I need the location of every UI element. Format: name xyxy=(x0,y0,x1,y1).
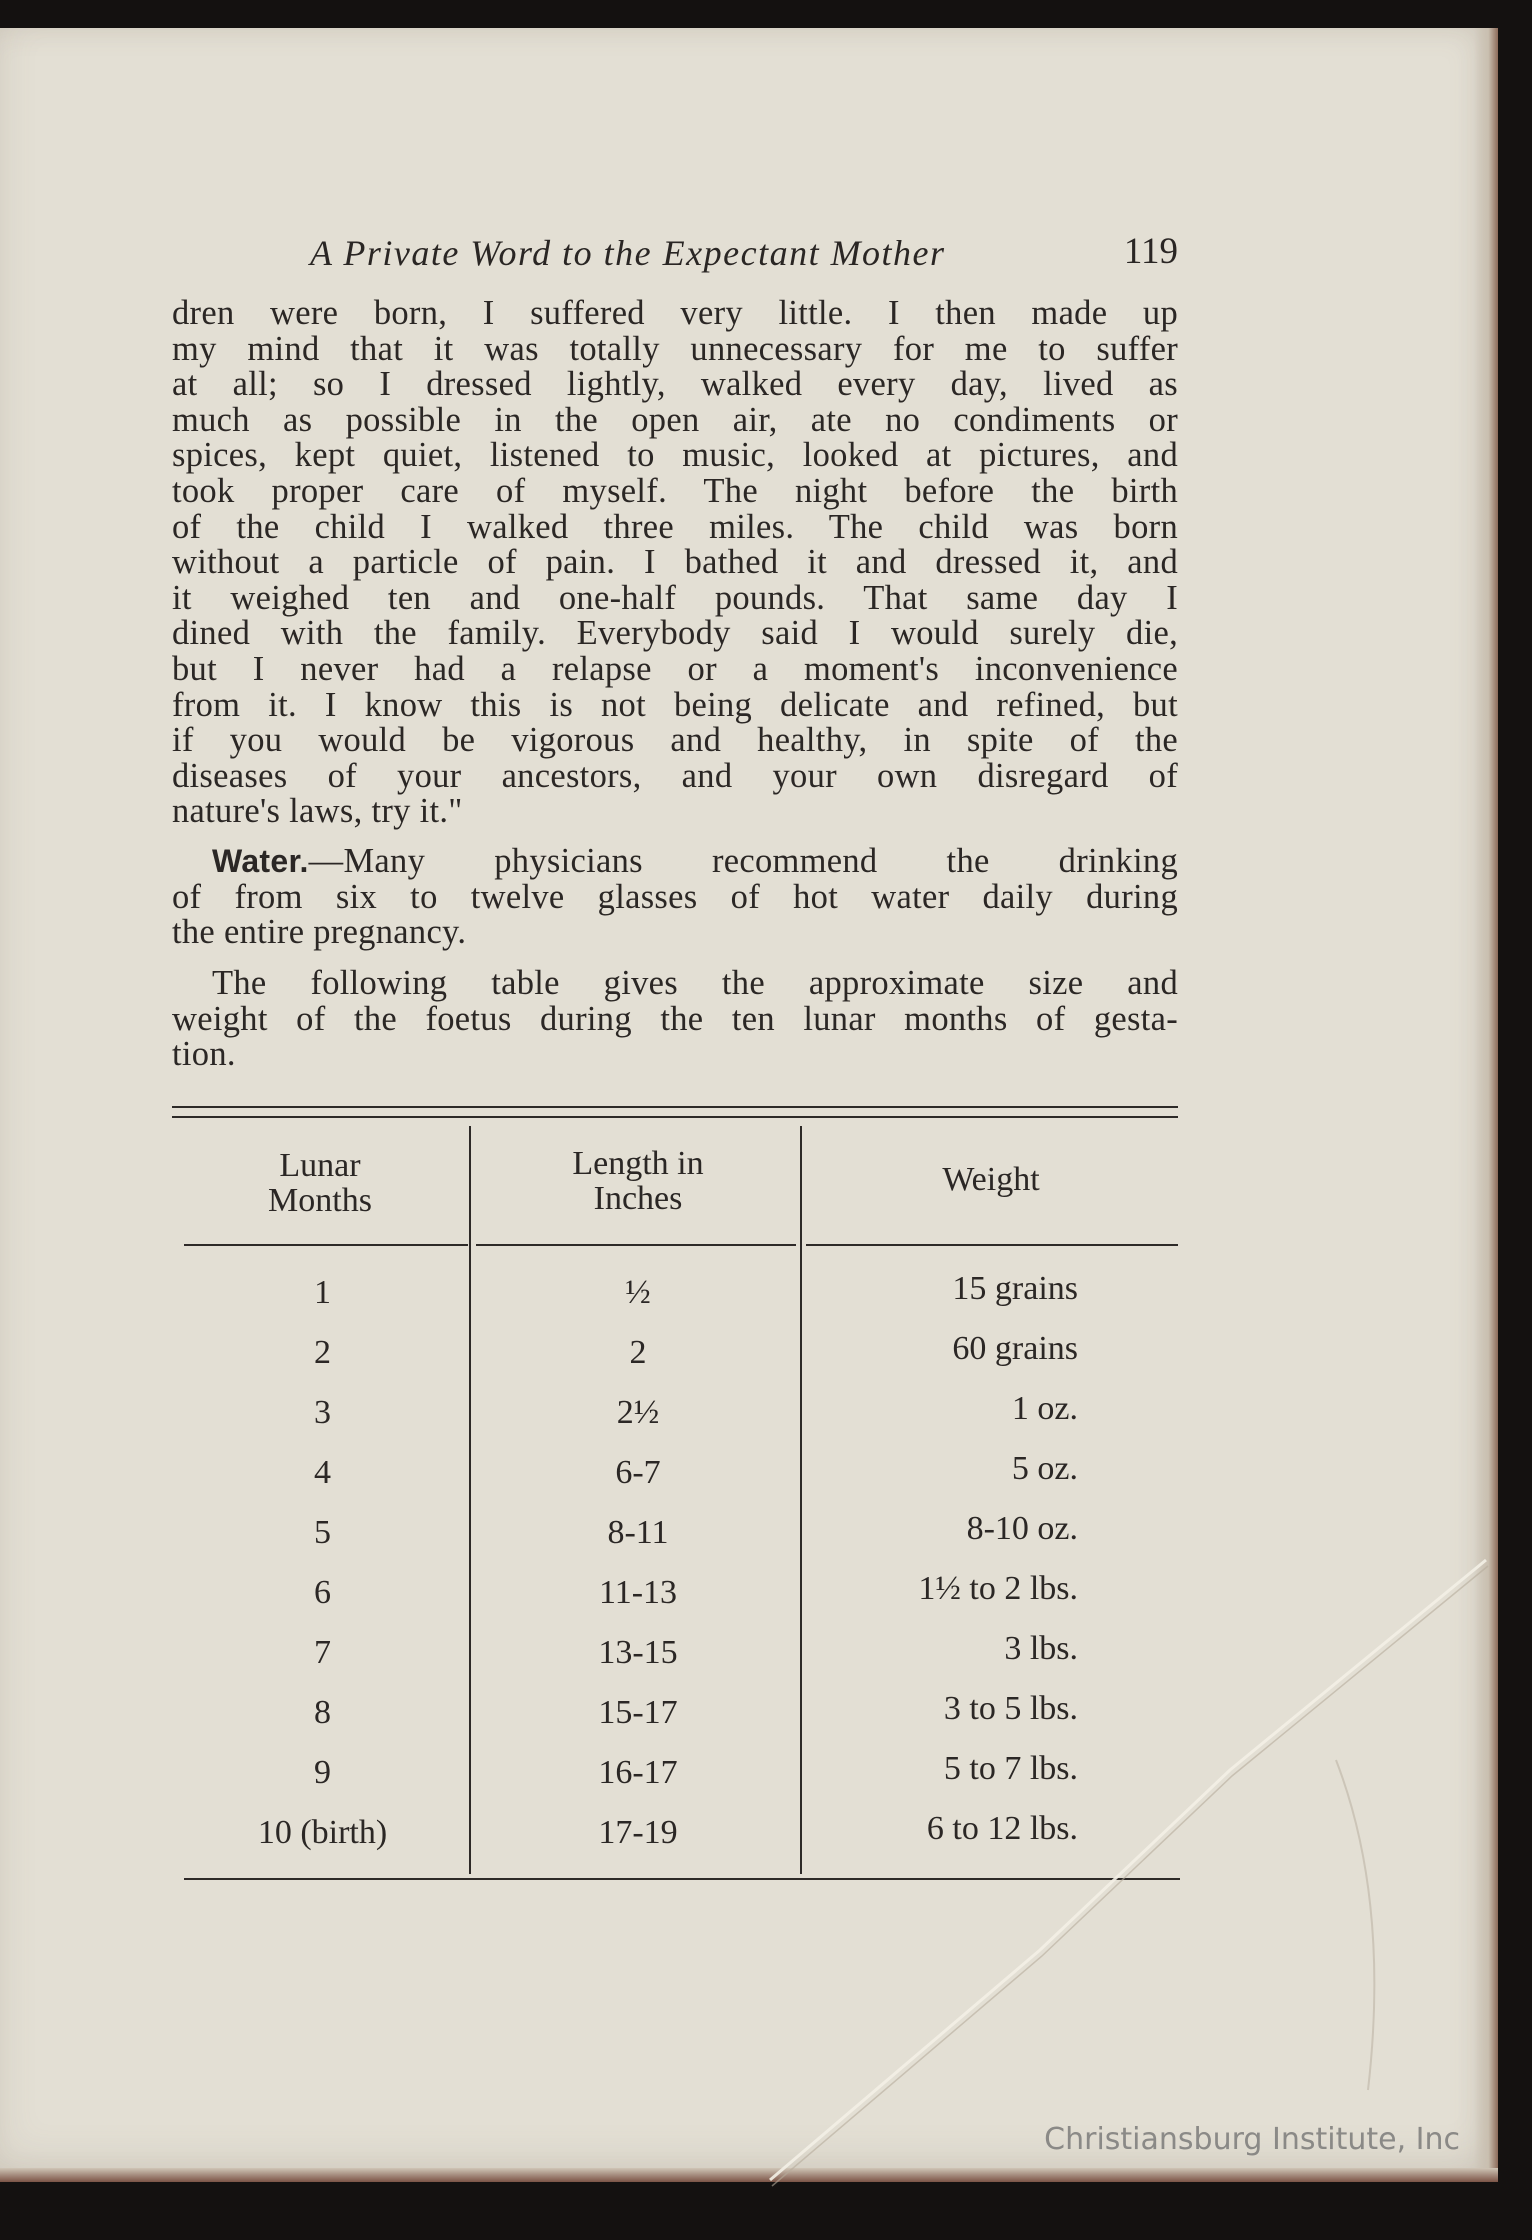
text-line: much as possible in the open air, ate no condiments or xyxy=(172,400,1178,439)
header-text: Months xyxy=(268,1182,372,1219)
cell-weight: 6 to 12 lbs. xyxy=(926,1810,1078,1847)
cell-month: 1 xyxy=(314,1274,331,1311)
text-line: at all; so I dressed lightly, walked every day, lived as xyxy=(172,365,1178,404)
cell-weight: 3 lbs. xyxy=(1004,1630,1078,1667)
text-line: dined with the family. Everybody said I would surely die, xyxy=(172,614,1178,653)
header-weight: Weight xyxy=(942,1161,1040,1198)
text-line: of the child I walked three miles. The child was born xyxy=(172,507,1178,546)
text-line: the entire pregnancy. xyxy=(172,913,467,952)
water-text: —Many physicians recommend the drinking xyxy=(308,842,1178,880)
header-text: Length in xyxy=(572,1145,704,1182)
text-line: weight of the foetus during the ten lunar months of gesta- xyxy=(172,999,1178,1038)
text-line: The following table gives the approximate size and xyxy=(212,964,1178,1002)
cell-month: 8 xyxy=(314,1694,331,1731)
cell-length: 13-15 xyxy=(598,1634,678,1671)
text-line: of from six to twelve glasses of hot water daily during xyxy=(172,877,1178,916)
cell-length: 2 xyxy=(629,1334,647,1371)
running-title: A Private Word to the Expectant Mother xyxy=(310,233,946,273)
cell-weight: 5 to 7 lbs. xyxy=(943,1750,1078,1787)
cell-length: 15-17 xyxy=(598,1694,678,1731)
cell-length: ½ xyxy=(625,1274,651,1311)
header-text: Inches xyxy=(593,1180,683,1217)
text-line: tion. xyxy=(172,1035,236,1074)
cell-length: 16-17 xyxy=(598,1754,678,1791)
cell-month: 2 xyxy=(314,1334,331,1371)
cell-length: 6-7 xyxy=(615,1454,661,1491)
cell-month: 3 xyxy=(314,1394,331,1431)
text-line: my mind that it was totally unnecessary for me to suffer xyxy=(172,329,1178,368)
cell-weight: 3 to 5 lbs. xyxy=(943,1690,1078,1727)
cell-weight: 60 grains xyxy=(952,1330,1078,1367)
text-line: if you would be vigorous and healthy, in spite of the xyxy=(172,721,1178,760)
cell-month: 6 xyxy=(314,1574,331,1611)
cell-weight: 5 oz. xyxy=(1011,1450,1078,1487)
cell-month: 5 xyxy=(314,1514,331,1551)
cell-month: 4 xyxy=(314,1454,331,1491)
text-line: diseases of your ancestors, and your own disregard of xyxy=(172,756,1178,795)
cell-length: 8-11 xyxy=(607,1514,669,1551)
text-line: dren were born, I suffered very little. I then made up xyxy=(172,294,1178,332)
text-line: spices, kept quiet, listened to music, looked at pictures, and xyxy=(172,436,1178,475)
header-text: Lunar xyxy=(279,1147,361,1184)
cell-length: 2½ xyxy=(616,1394,660,1431)
cell-month: 7 xyxy=(314,1634,331,1671)
text-line: from it. I know this is not being delicate and refined, but xyxy=(172,685,1178,724)
water-heading: Water. xyxy=(212,843,309,879)
cell-month: 9 xyxy=(314,1754,331,1791)
text-line: took proper care of myself. The night before the birth xyxy=(172,471,1178,510)
cell-weight: 15 grains xyxy=(952,1270,1078,1307)
text-line: but I never had a relapse or a moment's inconvenience xyxy=(172,649,1178,688)
cell-length: 17-19 xyxy=(598,1814,678,1851)
text-line: nature's laws, try it." xyxy=(172,792,463,831)
cell-weight: 1½ to 2 lbs. xyxy=(918,1570,1078,1607)
text-line: it weighed ten and one-half pounds. That same day I xyxy=(172,578,1178,617)
page-number: 119 xyxy=(1123,231,1178,272)
cell-month: 10 (birth) xyxy=(257,1814,388,1851)
cell-weight: 8-10 oz. xyxy=(966,1510,1078,1547)
watermark: Christiansburg Institute, Inc xyxy=(1044,2122,1460,2157)
cell-weight: 1 oz. xyxy=(1011,1390,1078,1427)
text-line: without a particle of pain. I bathed it and dressed it, and xyxy=(172,543,1178,582)
cell-length: 11-13 xyxy=(598,1574,678,1611)
